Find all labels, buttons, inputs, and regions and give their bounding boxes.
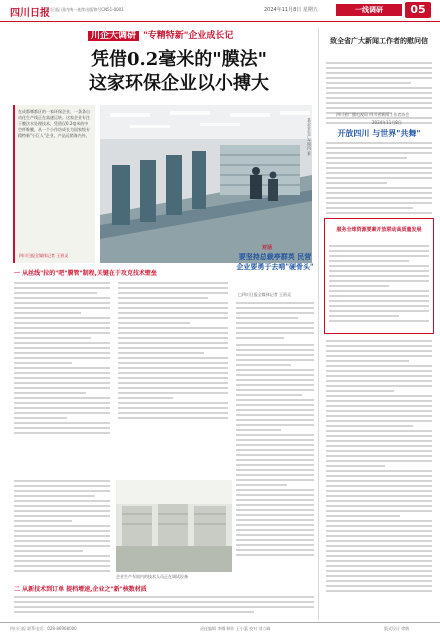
workshop-photo — [116, 480, 232, 572]
headline-line-1: 凭借0.2毫米的"膜法" — [90, 49, 268, 70]
main-headline — [54, 48, 304, 96]
interview-title: 要坚持总裁亭群英 民营企业要勇于去啃"硬骨头" — [236, 252, 314, 271]
column-divider — [318, 28, 319, 620]
section-badge: 一线调研 — [336, 4, 402, 16]
interview-box — [236, 245, 314, 340]
photo2-caption: 企业生产车间内的技术人员正在调试设备 — [116, 574, 188, 579]
topic-tag: 川企大调研 — [88, 31, 139, 41]
workshop-photo-art — [116, 480, 232, 572]
sidebar-sign-date: 2024年11月8日 — [372, 120, 402, 125]
body-column-2b — [14, 596, 314, 616]
subhead-1: 一 从丝线"拉的"吧"膜管"制程,关键在于攻克技术壁垒 — [14, 270, 157, 277]
lead-text: 在成都郫都区的一家环保企业，一条条自动化生产线正在高速运转。这家企业专注于膜法水处理技术，凭借仅0.2毫米的中空纤维膜，从一个小作坊成长为国家级专精特新"小巨人"企业，产品远销海内外。 — [18, 109, 90, 138]
photo-side-caption: 某企业生产车间内 景 — [307, 118, 312, 156]
publication-info: 四川日报 国内统一连续出版物号CN51-0001 — [44, 7, 124, 12]
page-footer — [0, 622, 440, 635]
factory-photo-art — [100, 105, 312, 263]
interview-body — [236, 302, 314, 342]
interview-kicker: 对话 — [262, 245, 273, 251]
sidebar-title: 致全省广大新闻工作者的慰问信 — [330, 36, 428, 45]
newspaper-logo: 四川日报 — [10, 8, 50, 19]
lead-summary — [13, 105, 95, 263]
body-column-1b — [118, 282, 228, 422]
issue-date: 2024年11月8日 星期五 — [264, 7, 318, 13]
sidebar-feature-box — [324, 218, 434, 334]
interview-source: □四川日报全媒体记者 王眉灵 — [238, 292, 292, 297]
lead-byline: 四川日报全媒体记者 王眉灵 — [19, 253, 69, 258]
factory-photo — [100, 105, 312, 263]
topic-text: "专精特新"企业成长记 — [143, 31, 234, 41]
sidebar-box-title: 服务全球资源要素开放联动高质量发展 — [336, 227, 422, 233]
sidebar-news-body — [326, 142, 432, 217]
body-column-2a — [14, 480, 110, 575]
masthead — [0, 0, 440, 22]
footer-contact: 四川日报 联系电话：028-86968000 — [10, 626, 77, 631]
sidebar-body-lower — [326, 340, 432, 595]
body-column-1a — [14, 282, 110, 437]
subhead-2: 二 从新技术到订单 提档增速,企业之"新"核数材质 — [14, 586, 147, 593]
sidebar-box-body — [329, 245, 429, 325]
page-number: 05 — [405, 2, 431, 18]
footer-editors: 责任编辑 李娜 制作 王小惠 校对 刘立峰 — [200, 626, 271, 631]
sidebar-sign: 四川省广播电视局 四川省新闻工作者协会 — [336, 112, 410, 117]
headline-line-2: 这家环保企业以小搏大 — [89, 73, 269, 94]
topic-kicker — [88, 28, 233, 41]
sidebar-headline: 开放四川 与世界"共舞" — [337, 128, 421, 138]
body-column-mid — [236, 344, 314, 559]
footer-design: 版式设计 徐敏 — [384, 626, 410, 631]
